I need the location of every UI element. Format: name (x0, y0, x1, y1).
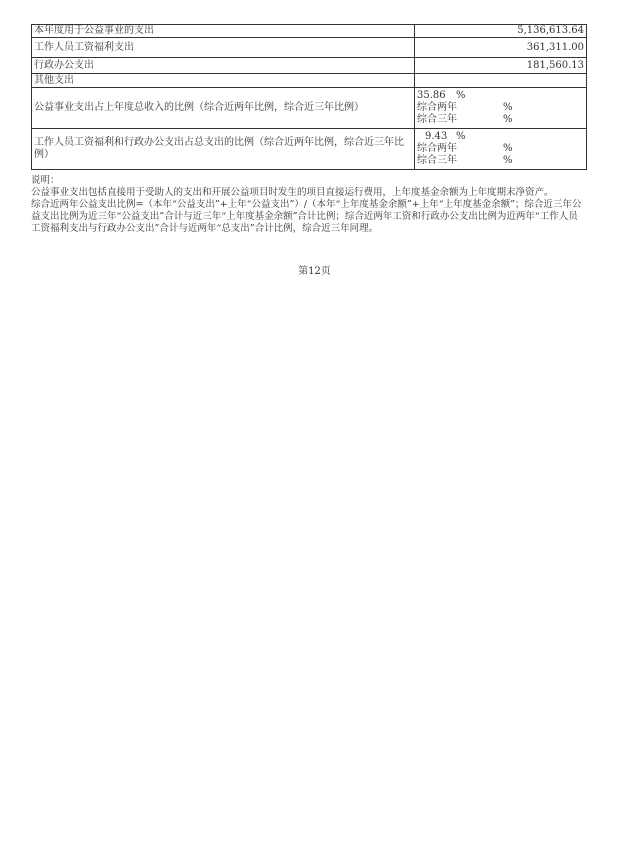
ratio-current: 35.86 (417, 90, 446, 101)
table-row (32, 74, 587, 88)
ratio-current: 9.43 (425, 131, 448, 142)
three-year-label: 综合三年 (417, 155, 457, 166)
row-value: 361,311.00 (415, 38, 587, 58)
notes-heading: 说明： (31, 175, 60, 186)
row-value: 181,560.13 (415, 58, 587, 74)
two-year-pct: % (503, 143, 513, 154)
row-label: 本年度用于公益事业的支出 (32, 25, 415, 38)
three-year-pct: % (503, 114, 513, 125)
ratio-row (32, 129, 587, 170)
notes-paragraph: 综合近两年公益支出比例=（本年“公益支出”+上年“公益支出”）/（本年“上年度基金余额”+上年“上年度基金余额”；综合近三年公益支出比例为近三年“公益支出”合计与近三年“上年度基金余额”合计比例；综合近两年工资和行政办公支出比例为近两年“工作人员工资福利支出与行政办公支出”合计与近两年“总支出”合计比例，综合近三年同理。 (31, 199, 582, 234)
page-number: 第12页 (298, 266, 331, 277)
row-label: 行政办公支出 (32, 58, 415, 74)
row-value (415, 74, 587, 88)
ratio-label: 公益事业支出占上年度总收入的比例（综合近两年比例，综合近三年比例） (32, 88, 415, 129)
ratio-values (415, 129, 587, 170)
two-year-label: 综合两年 (417, 102, 457, 113)
ratio-row (32, 88, 587, 129)
notes-section (31, 175, 587, 235)
two-year-label: 综合两年 (417, 143, 457, 154)
three-year-pct: % (503, 155, 513, 166)
three-year-label: 综合三年 (417, 114, 457, 125)
ratio-current-pct: % (456, 90, 466, 101)
row-value: 5,136,613.64 (415, 25, 587, 38)
row-label: 其他支出 (32, 74, 415, 88)
two-year-pct: % (503, 102, 513, 113)
table-row (32, 58, 587, 74)
table-row (32, 25, 587, 38)
expense-table (31, 24, 587, 170)
ratio-current-pct: % (456, 131, 466, 142)
ratio-values (415, 88, 587, 129)
table-row (32, 38, 587, 58)
ratio-label: 工作人员工资福利和行政办公支出占总支出的比例（综合近两年比例，综合近三年比例） (32, 129, 415, 170)
row-label: 工作人员工资福利支出 (32, 38, 415, 58)
notes-paragraph: 公益事业支出包括直接用于受助人的支出和开展公益项目时发生的项目直接运行费用，上年度基金余额为上年度期末净资产。 (31, 187, 554, 198)
